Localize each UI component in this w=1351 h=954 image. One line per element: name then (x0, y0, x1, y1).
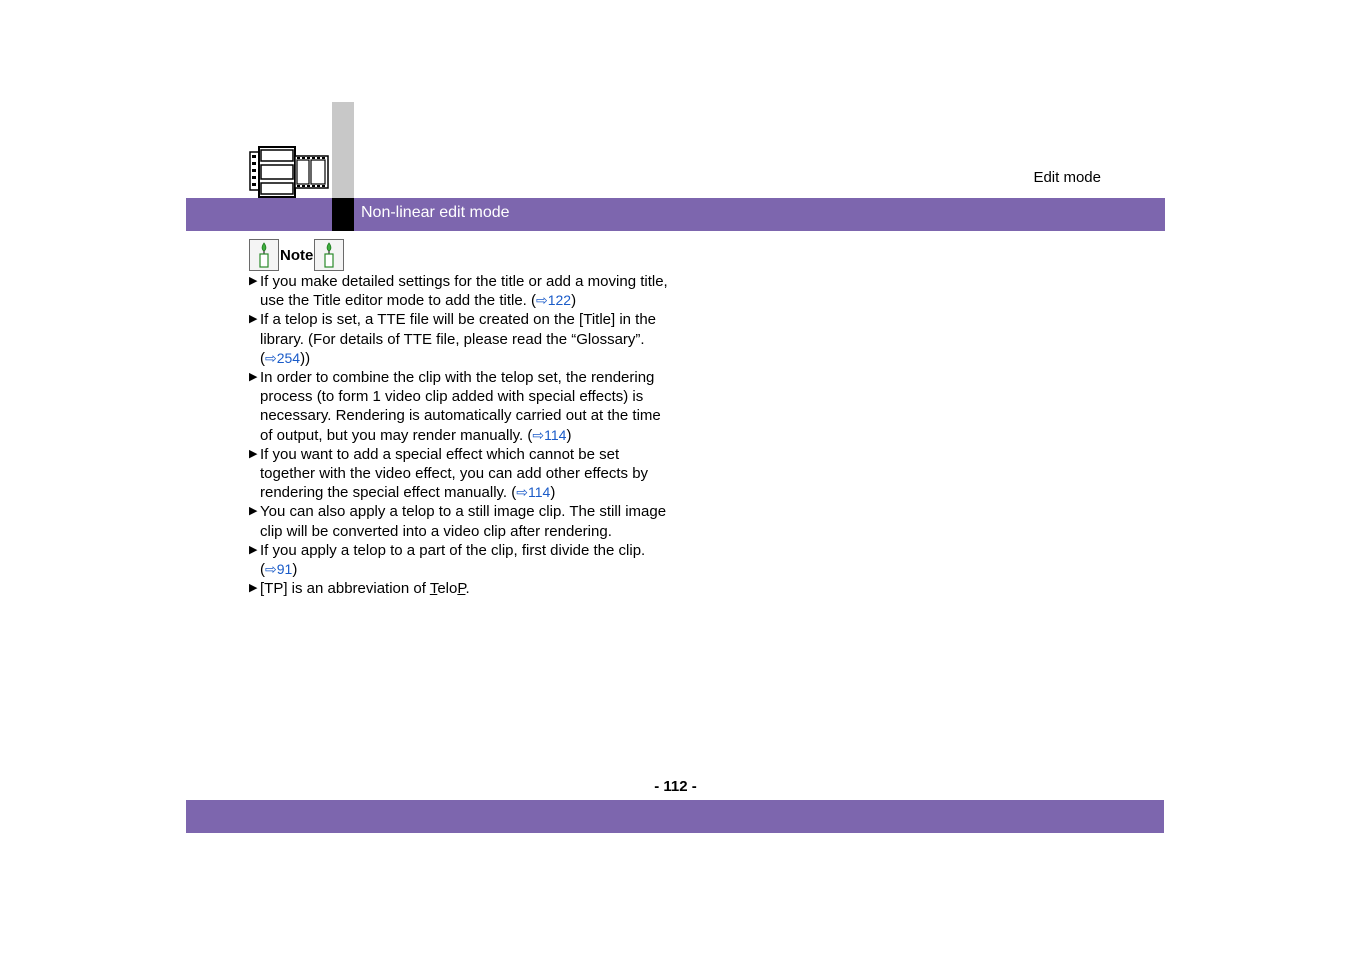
footer-bar (186, 800, 1164, 833)
note-text: If a telop is set, a TTE file will be created on the [Title] in the library. (For details of TTE file, please read the “Glossary”. ( (260, 311, 657, 367)
note-text: In order to combine the clip with the telop set, the rendering process (to form 1 video clip added with special effects) is necessary. Rendering is automatically carried out at the time of output, but you may render manually. ( (260, 369, 661, 444)
page-link[interactable]: ⇨254 (265, 349, 301, 366)
note-label: Note (280, 246, 314, 264)
bullet-triangle-icon: ▶ (249, 582, 258, 595)
bullet-triangle-icon: ▶ (249, 447, 258, 460)
note-text: You can also apply a telop to a still image clip. The still image clip will be converted into a video clip after rendering. (260, 503, 667, 540)
list-item (249, 502, 669, 540)
candle-icon (314, 239, 344, 271)
note-text: If you want to add a special effect which cannot be set together with the video effect, you can add other effects by rendering the special effect manually. ( (260, 445, 649, 502)
bullet-triangle-icon: ▶ (249, 371, 258, 384)
list-item: ▶ In order to combine the clip with the telop set, the rendering process (to form 1 video clip added with special effects) is necessary. Rendering is automatically carried out at the time of output, but you may render manually. (⇨114) (249, 369, 661, 444)
page-number: - 112 - (654, 778, 697, 795)
bullet-triangle-icon: ▶ (249, 505, 258, 518)
page-link[interactable]: ⇨91 (265, 561, 293, 578)
list-item: ▶ If a telop is set, a TTE file will be created on the [Title] in the library. (For details of TTE file, please read the “Glossary”. (⇨254)) (249, 311, 657, 367)
list-item: ▶ If you apply a telop to a part of the clip, first divide the clip. (⇨91) (249, 541, 646, 579)
page-link[interactable]: ⇨114 (532, 426, 567, 443)
bullet-triangle-icon: ▶ (249, 543, 258, 556)
page-title: Non-linear edit mode (361, 204, 510, 221)
note-text: If you apply a telop to a part of the clip, first divide the clip. ( (260, 541, 646, 579)
list-item: ▶ If you want to add a special effect which cannot be set together with the video effect, you can add other effects by rendering the special effect manually. (⇨114) (249, 445, 649, 502)
page-link[interactable]: ⇨114 (516, 484, 551, 501)
bullet-triangle-icon: ▶ (249, 275, 258, 287)
note-list (249, 272, 669, 598)
section-label: Edit mode (1033, 169, 1101, 186)
note-text: [TP] is an abbreviation of TeloP. (260, 580, 470, 598)
film-strip-icon (249, 146, 329, 198)
note-text: If you make detailed settings for the title or add a moving title, use the Title editor mode to add the title. ( (260, 273, 668, 310)
chapter-tab (332, 102, 354, 198)
bullet-triangle-icon: ▶ (249, 313, 258, 326)
list-item: ▶ If you make detailed settings for the title or add a moving title, use the Title editor mode to add the title. (⇨122) (249, 273, 668, 310)
note-heading (249, 238, 344, 272)
candle-icon (249, 239, 279, 271)
list-item (249, 579, 669, 598)
page-link[interactable]: ⇨122 (536, 292, 572, 309)
header-marker (332, 198, 354, 231)
header-bar (186, 198, 1165, 231)
